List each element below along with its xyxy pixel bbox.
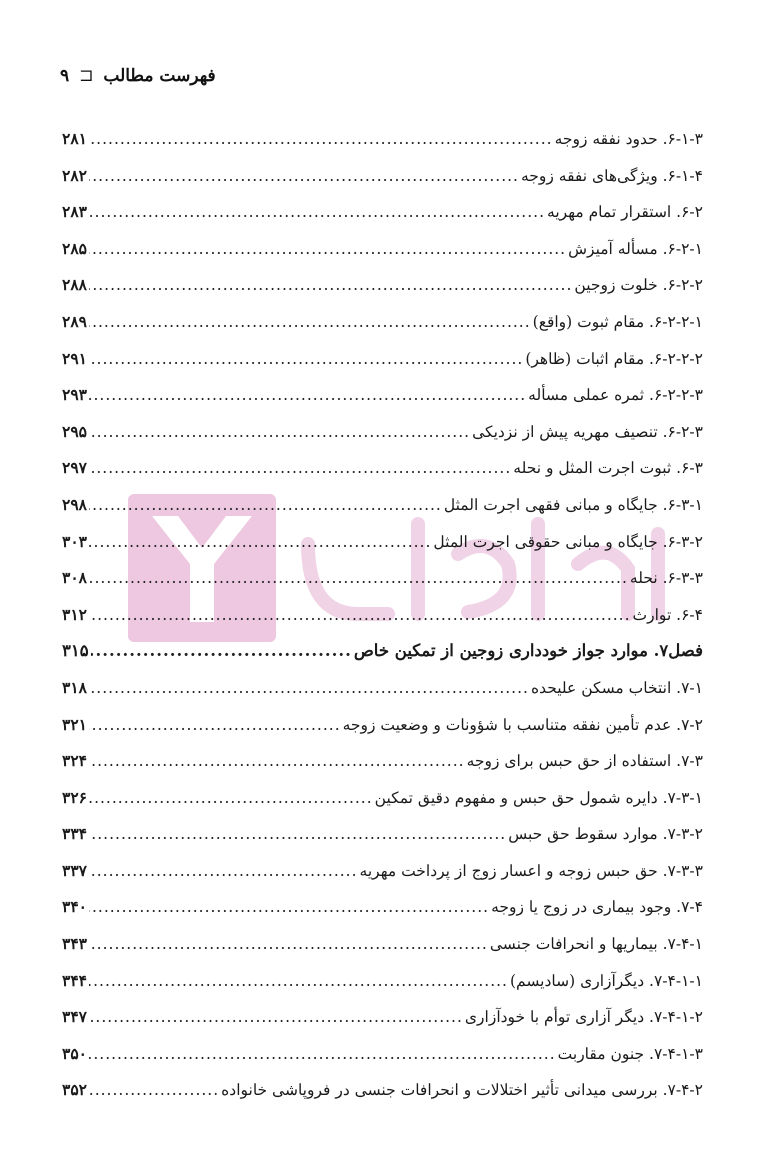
toc-entry[interactable] (62, 707, 703, 744)
toc-entry-title: ۶-۳. ثبوت اجرت المثل و نحله (513, 459, 703, 478)
dot-leader (89, 780, 373, 817)
toc-entry-title: ۶-۴. توارث (632, 605, 703, 624)
toc-entry[interactable] (62, 889, 703, 926)
dot-leader (89, 304, 531, 341)
toc-entry-page: ۳۴۴ (62, 970, 87, 990)
table-of-contents (62, 121, 703, 1109)
toc-entry-title: ۷-۳. استفاده از حق حبس برای زوجه (466, 752, 703, 771)
toc-entry-page: ۳۲۴ (62, 751, 87, 771)
toc-entry[interactable] (62, 780, 703, 817)
dot-leader (89, 1072, 219, 1109)
toc-entry[interactable] (62, 450, 703, 487)
toc-entry[interactable] (62, 231, 703, 268)
toc-entry-title: ۶-۲. استقرار تمام مهریه (547, 203, 703, 222)
header-page-number: ۹ (60, 66, 70, 86)
toc-entry-page: ۲۹۷ (62, 458, 87, 478)
dot-leader (89, 267, 572, 304)
toc-entry-title: ۶-۱-۳. حدود نفقه زوجه (554, 130, 703, 148)
toc-entry-title: ۶-۳-۱. جایگاه و مبانی فقهی اجرت المثل (443, 495, 703, 514)
toc-entry-page: ۲۹۸ (62, 494, 87, 514)
toc-entry-page: ۲۹۵ (62, 421, 87, 441)
toc-entry-page: ۳۰۳ (62, 531, 87, 551)
toc-entry[interactable] (62, 743, 703, 780)
toc-entry[interactable] (62, 816, 703, 853)
toc-entry[interactable] (62, 560, 703, 597)
toc-entry-page: ۳۱۲ (62, 604, 87, 624)
toc-entry-title: ۷-۴. وجود بیماری در زوج یا زوجه (491, 898, 703, 917)
toc-entry[interactable] (62, 341, 703, 378)
toc-entry-title: ۷-۴-۱. بیماریها و انحرافات جنسی (489, 935, 703, 954)
toc-entry-title: ۶-۲-۲-۳. ثمره عملی مسأله (528, 386, 703, 405)
toc-entry[interactable] (62, 414, 703, 451)
dot-leader (89, 816, 506, 853)
toc-entry-page: ۳۳۴ (62, 824, 87, 844)
toc-entry-title: ۷-۴-۱-۳. جنون مقاربت (557, 1044, 703, 1063)
dot-leader (89, 999, 463, 1036)
toc-entry-title: ۶-۱-۴. ویژگی‌های نفقه زوجه (520, 166, 703, 185)
toc-entry[interactable] (62, 926, 703, 963)
toc-entry[interactable] (62, 524, 703, 561)
toc-entry-page: ۳۴۰ (62, 897, 87, 917)
toc-entry-title: ۷-۳-۱. دایره شمول حق حبس و مفهوم دقیق تمکین (374, 788, 703, 807)
toc-entry-title: ۶-۲-۲. خلوت زوجین (574, 276, 703, 295)
dot-leader (89, 889, 489, 926)
toc-entry-page: ۲۸۲ (62, 165, 87, 185)
toc-entry-title: ۷-۴-۱-۲. دیگر آزاری توأم با خودآزاری (464, 1008, 703, 1027)
toc-entry-title: ۶-۲-۳. تنصیف مهریه پیش از نزدیکی (472, 422, 703, 441)
toc-entry[interactable] (62, 121, 703, 158)
separator-icon: ⊏ (79, 66, 94, 86)
toc-entry-page: ۳۴۷ (62, 1007, 87, 1027)
dot-leader (89, 963, 508, 1000)
toc-entry[interactable] (62, 377, 703, 414)
toc-chapter-entry[interactable] (62, 633, 703, 670)
toc-entry[interactable] (62, 1036, 703, 1073)
toc-entry-page: ۳۰۸ (62, 568, 87, 588)
dot-leader (89, 487, 442, 524)
toc-entry-title: ۶-۲-۲-۱. مقام ثبوت (واقع) (532, 312, 703, 331)
dot-leader (91, 633, 352, 670)
dot-leader (89, 853, 358, 890)
toc-entry[interactable] (62, 158, 703, 195)
toc-entry[interactable] (62, 487, 703, 524)
toc-entry[interactable] (62, 597, 703, 634)
toc-entry-page: ۳۴۳ (62, 934, 87, 954)
toc-entry[interactable] (62, 670, 703, 707)
toc-entry-page: ۳۱۵ (62, 641, 89, 661)
toc-entry[interactable] (62, 267, 703, 304)
toc-entry-page: ۳۲۶ (62, 787, 87, 807)
page-header (60, 66, 216, 86)
toc-entry-page: ۳۱۸ (62, 677, 87, 697)
toc-entry[interactable] (62, 963, 703, 1000)
dot-leader (89, 1036, 556, 1073)
toc-entry[interactable] (62, 304, 703, 341)
toc-entry-page: ۲۸۵ (62, 238, 87, 258)
toc-entry-title: ۷-۴-۲. بررسی میدانی تأثیر اختلالات و انحرافات جنسی در فروپاشی خانواده (221, 1081, 703, 1100)
toc-entry-title: ۷-۱. انتخاب مسکن علیحده (530, 678, 703, 697)
toc-entry-page: ۲۸۹ (62, 311, 87, 331)
toc-entry-title: ۶-۲-۱. مسأله آمیزش (568, 239, 703, 258)
dot-leader (89, 670, 529, 707)
toc-entry-page: ۲۸۳ (62, 202, 87, 222)
dot-leader (89, 194, 545, 231)
dot-leader (89, 560, 628, 597)
dot-leader (89, 743, 465, 780)
toc-entry[interactable] (62, 853, 703, 890)
dot-leader (89, 414, 470, 451)
dot-leader (89, 231, 566, 268)
toc-entry-page: ۳۵۰ (62, 1043, 87, 1063)
toc-entry-page: ۲۹۳ (62, 385, 87, 405)
toc-entry-title: ۶-۲-۲-۲. مقام اثبات (ظاهر) (525, 349, 703, 368)
dot-leader (89, 597, 631, 634)
toc-entry-title: ۶-۳-۳. نحله (629, 569, 703, 588)
header-title: فهرست مطالب (103, 66, 216, 86)
toc-entry[interactable] (62, 999, 703, 1036)
toc-entry[interactable] (62, 194, 703, 231)
toc-entry-title: فصل۷. موارد جواز خودداری زوجین از تمکین خاص (353, 641, 703, 661)
toc-entry-title: ۷-۳-۳. حق حبس زوجه و اعسار زوج از پرداخت مهریه (359, 861, 703, 880)
toc-entry-page: ۳۵۲ (62, 1080, 87, 1100)
dot-leader (89, 707, 341, 744)
toc-entry[interactable] (62, 1072, 703, 1109)
toc-entry-page: ۲۸۱ (62, 129, 87, 148)
dot-leader (89, 121, 553, 158)
toc-entry-title: ۷-۴-۱-۱. دیگرآزاری (سادیسم) (509, 971, 703, 990)
toc-entry-page: ۳۲۱ (62, 714, 87, 734)
toc-entry-page: ۲۸۸ (62, 275, 87, 295)
dot-leader (89, 158, 519, 195)
toc-entry-page: ۲۹۱ (62, 348, 87, 368)
toc-entry-title: ۷-۲. عدم تأمین نفقه متناسب با شؤونات و وضعیت زوجه (342, 715, 703, 734)
dot-leader (89, 341, 523, 378)
dot-leader (89, 377, 526, 414)
toc-entry-title: ۶-۳-۲. جایگاه و مبانی حقوقی اجرت المثل (433, 532, 703, 551)
dot-leader (89, 926, 488, 963)
dot-leader (89, 524, 431, 561)
toc-entry-title: ۷-۳-۲. موارد سقوط حق حبس (508, 825, 703, 844)
toc-entry-page: ۳۳۷ (62, 860, 87, 880)
dot-leader (89, 450, 511, 487)
